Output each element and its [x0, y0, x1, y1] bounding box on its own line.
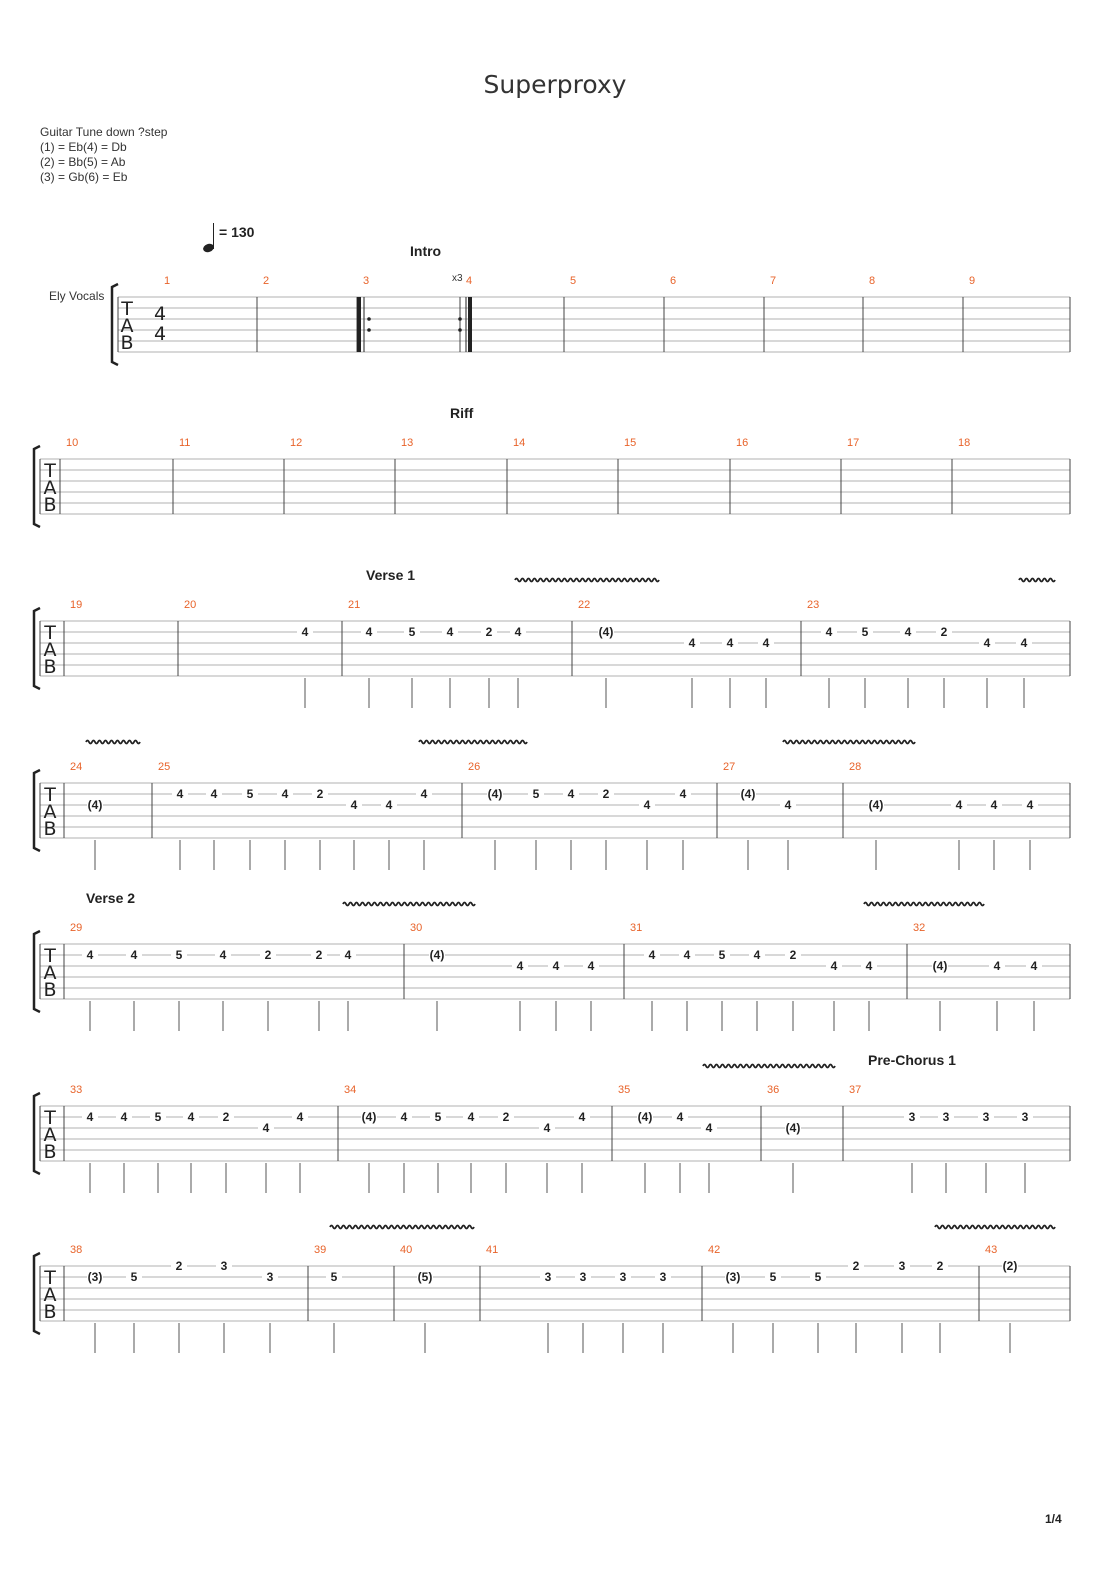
staff-system: [34, 1093, 1070, 1193]
vibrato-mark: [343, 903, 475, 906]
measure-number: 39: [314, 1244, 327, 1256]
staff-system: [34, 1253, 1070, 1353]
measure-number: 1: [164, 275, 171, 287]
fret-number: 4: [587, 959, 595, 973]
fret-number: (4): [598, 625, 614, 639]
fret-number: 2: [175, 1259, 183, 1273]
fret-number: 4: [296, 1110, 304, 1124]
fret-number: 4: [365, 625, 373, 639]
vibrato-mark: [703, 1065, 835, 1068]
fret-number: 3: [1021, 1110, 1029, 1124]
fret-number: 2: [940, 625, 948, 639]
measure-number: 20: [184, 599, 197, 611]
fret-number: 4: [187, 1110, 195, 1124]
measure-number: 38: [70, 1244, 83, 1256]
staff-system: [34, 770, 1070, 870]
fret-number: 2: [315, 948, 323, 962]
section-label-verse1: Verse 1: [366, 567, 416, 583]
fret-number: 4: [350, 798, 358, 812]
fret-number: 5: [246, 787, 254, 801]
fret-number: 5: [434, 1110, 442, 1124]
staff-system: [34, 608, 1070, 708]
vibrato-mark: [864, 903, 984, 906]
system-bracket: [34, 608, 40, 689]
fret-number: 4: [301, 625, 309, 639]
measure-number: 6: [670, 275, 677, 287]
measure-number: 8: [869, 275, 876, 287]
vibrato-mark: [515, 579, 659, 582]
tab-clef-letter: B: [43, 1301, 57, 1323]
fret-number: 5: [408, 625, 416, 639]
tab-clef-letter: A: [43, 962, 57, 984]
measure-number: 17: [847, 437, 860, 449]
fret-number: (4): [637, 1110, 653, 1124]
measure-number: 41: [486, 1244, 499, 1256]
measure-number: 27: [723, 761, 736, 773]
song-title: Superproxy: [483, 70, 627, 99]
fret-number: 5: [154, 1110, 162, 1124]
fret-number: 5: [330, 1270, 338, 1284]
fret-number: 4: [688, 636, 696, 650]
fret-number: 2: [264, 948, 272, 962]
system-bracket: [34, 770, 40, 851]
tab-clef-letter: T: [121, 298, 133, 320]
measure-number: 42: [708, 1244, 721, 1256]
measure-number: 24: [70, 761, 83, 773]
measure-number: 13: [401, 437, 414, 449]
section-label-intro: Intro: [410, 243, 442, 259]
fret-number: 4: [1026, 798, 1034, 812]
vibrato-mark: [86, 741, 140, 744]
tuning-line: (1) = Eb(4) = Db: [40, 140, 127, 154]
tab-clef-letter: B: [43, 818, 57, 840]
fret-number: 4: [543, 1121, 551, 1135]
fret-number: 3: [220, 1259, 228, 1273]
fret-number: 3: [898, 1259, 906, 1273]
fret-number: 4: [344, 948, 352, 962]
fret-number: (4): [785, 1121, 801, 1135]
fret-number: (4): [361, 1110, 377, 1124]
measure-number: 2: [263, 275, 270, 287]
fret-number: 2: [316, 787, 324, 801]
fret-number: 4: [990, 798, 998, 812]
tab-clef-letter: A: [43, 801, 57, 823]
repeat-dot: [458, 317, 462, 321]
measure-number: 32: [913, 922, 926, 934]
fret-number: 4: [865, 959, 873, 973]
measure-number: 37: [849, 1084, 862, 1096]
tuning-header: Guitar Tune down ?step: [40, 125, 168, 139]
tuning-line: (3) = Gb(6) = Eb: [40, 170, 128, 184]
fret-number: 4: [262, 1121, 270, 1135]
fret-number: 4: [467, 1110, 475, 1124]
fret-number: 4: [983, 636, 991, 650]
tab-clef-letter: A: [43, 1284, 57, 1306]
measure-number: 40: [400, 1244, 413, 1256]
measure-number: 5: [570, 275, 577, 287]
fret-number: 4: [210, 787, 218, 801]
fret-number: 4: [86, 948, 94, 962]
fret-number: 4: [514, 625, 522, 639]
system-bracket: [34, 931, 40, 1012]
measure-number: 25: [158, 761, 171, 773]
fret-number: 3: [579, 1270, 587, 1284]
repeat-dot: [367, 317, 371, 321]
tuning-line: (2) = Bb(5) = Ab: [40, 155, 126, 169]
fret-number: 2: [502, 1110, 510, 1124]
instrument-name: Ely Vocals: [49, 289, 105, 303]
fret-number: 4: [578, 1110, 586, 1124]
fret-number: 4: [385, 798, 393, 812]
fret-number: 4: [683, 948, 691, 962]
fret-number: (5): [417, 1270, 433, 1284]
fret-number: 5: [130, 1270, 138, 1284]
tempo-value: = 130: [219, 224, 255, 240]
fret-number: 4: [705, 1121, 713, 1135]
fret-number: 5: [718, 948, 726, 962]
measure-number: 11: [179, 437, 191, 449]
fret-number: 5: [861, 625, 869, 639]
time-signature-top: 4: [153, 303, 167, 325]
fret-number: (4): [868, 798, 884, 812]
tab-clef-letter: T: [44, 460, 56, 482]
fret-number: 2: [852, 1259, 860, 1273]
tab-clef-letter: B: [43, 1141, 57, 1163]
repeat-end-barline: [468, 297, 472, 352]
fret-number: 5: [814, 1270, 822, 1284]
measure-number: 18: [958, 437, 971, 449]
fret-number: 4: [679, 787, 687, 801]
measure-number: 36: [767, 1084, 780, 1096]
fret-number: 2: [789, 948, 797, 962]
fret-number: 2: [936, 1259, 944, 1273]
fret-number: 4: [130, 948, 138, 962]
system-bracket: [34, 1093, 40, 1174]
system-bracket: [34, 1253, 40, 1334]
section-label-riff: Riff: [450, 405, 474, 421]
repeat-dot: [458, 328, 462, 332]
measure-number: 21: [348, 599, 361, 611]
fret-number: 4: [1020, 636, 1028, 650]
section-label-verse2: Verse 2: [86, 890, 136, 906]
system-bracket: [112, 284, 118, 365]
tab-clef-letter: B: [43, 494, 57, 516]
fret-number: 4: [904, 625, 912, 639]
tab-clef-letter: A: [43, 477, 57, 499]
fret-number: 5: [769, 1270, 777, 1284]
measure-number: 12: [290, 437, 303, 449]
measure-number: 7: [770, 275, 777, 287]
fret-number: 4: [648, 948, 656, 962]
fret-number: 5: [532, 787, 540, 801]
system-bracket: [34, 446, 40, 527]
tab-clef-letter: A: [43, 1124, 57, 1146]
fret-number: 4: [825, 625, 833, 639]
tab-clef-letter: T: [44, 622, 56, 644]
fret-number: 4: [830, 959, 838, 973]
tab-clef-letter: T: [44, 784, 56, 806]
fret-number: 4: [516, 959, 524, 973]
fret-number: (3): [87, 1270, 103, 1284]
fret-number: 3: [619, 1270, 627, 1284]
fret-number: 4: [1030, 959, 1038, 973]
staff-system: [112, 284, 1070, 365]
fret-number: 4: [993, 959, 1001, 973]
vibrato-mark: [935, 1226, 1055, 1229]
staff-system: [34, 931, 1070, 1031]
fret-number: (3): [725, 1270, 741, 1284]
tab-clef-letter: B: [120, 332, 134, 354]
tab-clef-letter: A: [43, 639, 57, 661]
fret-number: (4): [932, 959, 948, 973]
vibrato-mark: [1019, 579, 1055, 582]
measure-number: 4: [466, 275, 473, 287]
staff-system: [34, 446, 1070, 527]
tab-clef-letter: T: [44, 945, 56, 967]
fret-number: 3: [942, 1110, 950, 1124]
measure-number: 34: [344, 1084, 357, 1096]
fret-number: 4: [726, 636, 734, 650]
fret-number: 4: [643, 798, 651, 812]
measure-number: 16: [736, 437, 749, 449]
fret-number: 4: [955, 798, 963, 812]
fret-number: 3: [982, 1110, 990, 1124]
measure-number: 28: [849, 761, 862, 773]
measure-number: 22: [578, 599, 591, 611]
fret-number: 2: [485, 625, 493, 639]
fret-number: 4: [446, 625, 454, 639]
repeat-dot: [367, 328, 371, 332]
fret-number: (4): [87, 798, 103, 812]
vibrato-mark: [330, 1226, 474, 1229]
measure-number: 15: [624, 437, 637, 449]
measure-number: 29: [70, 922, 83, 934]
fret-number: 3: [659, 1270, 667, 1284]
measure-number: 19: [70, 599, 83, 611]
time-signature-bottom: 4: [153, 323, 167, 345]
tab-clef-letter: A: [120, 315, 134, 337]
fret-number: (4): [487, 787, 503, 801]
tab-clef-letter: T: [44, 1107, 56, 1129]
tab-clef-letter: B: [43, 656, 57, 678]
fret-number: 4: [176, 787, 184, 801]
fret-number: (4): [429, 948, 445, 962]
tab-clef-letter: B: [43, 979, 57, 1001]
tab-clef-letter: T: [44, 1267, 56, 1289]
fret-number: 3: [266, 1270, 274, 1284]
measure-number: 31: [630, 922, 643, 934]
fret-number: 2: [602, 787, 610, 801]
section-label-prechorus1: Pre-Chorus 1: [868, 1052, 956, 1068]
vibrato-mark: [419, 741, 527, 744]
fret-number: 4: [762, 636, 770, 650]
measure-number: 10: [66, 437, 79, 449]
measure-number: 33: [70, 1084, 83, 1096]
vibrato-mark: [783, 741, 915, 744]
fret-number: (4): [740, 787, 756, 801]
fret-number: 4: [753, 948, 761, 962]
measure-number: 35: [618, 1084, 631, 1096]
measure-number: 43: [985, 1244, 998, 1256]
repeat-count: x3: [452, 273, 463, 284]
measure-number: 3: [363, 275, 370, 287]
fret-number: 4: [120, 1110, 128, 1124]
fret-number: 4: [400, 1110, 408, 1124]
fret-number: 2: [222, 1110, 230, 1124]
fret-number: 4: [281, 787, 289, 801]
measure-number: 23: [807, 599, 820, 611]
fret-number: (2): [1002, 1259, 1018, 1273]
fret-number: 4: [420, 787, 428, 801]
repeat-start-barline: [357, 297, 361, 352]
measure-number: 26: [468, 761, 481, 773]
fret-number: 3: [908, 1110, 916, 1124]
fret-number: 4: [552, 959, 560, 973]
fret-number: 4: [567, 787, 575, 801]
measure-number: 9: [969, 275, 976, 287]
fret-number: 4: [219, 948, 227, 962]
fret-number: 4: [784, 798, 792, 812]
fret-number: 4: [86, 1110, 94, 1124]
measure-number: 30: [410, 922, 423, 934]
fret-number: 3: [544, 1270, 552, 1284]
fret-number: 5: [175, 948, 183, 962]
page-number: 1/4: [1045, 1512, 1062, 1526]
fret-number: 4: [676, 1110, 684, 1124]
measure-number: 14: [513, 437, 526, 449]
